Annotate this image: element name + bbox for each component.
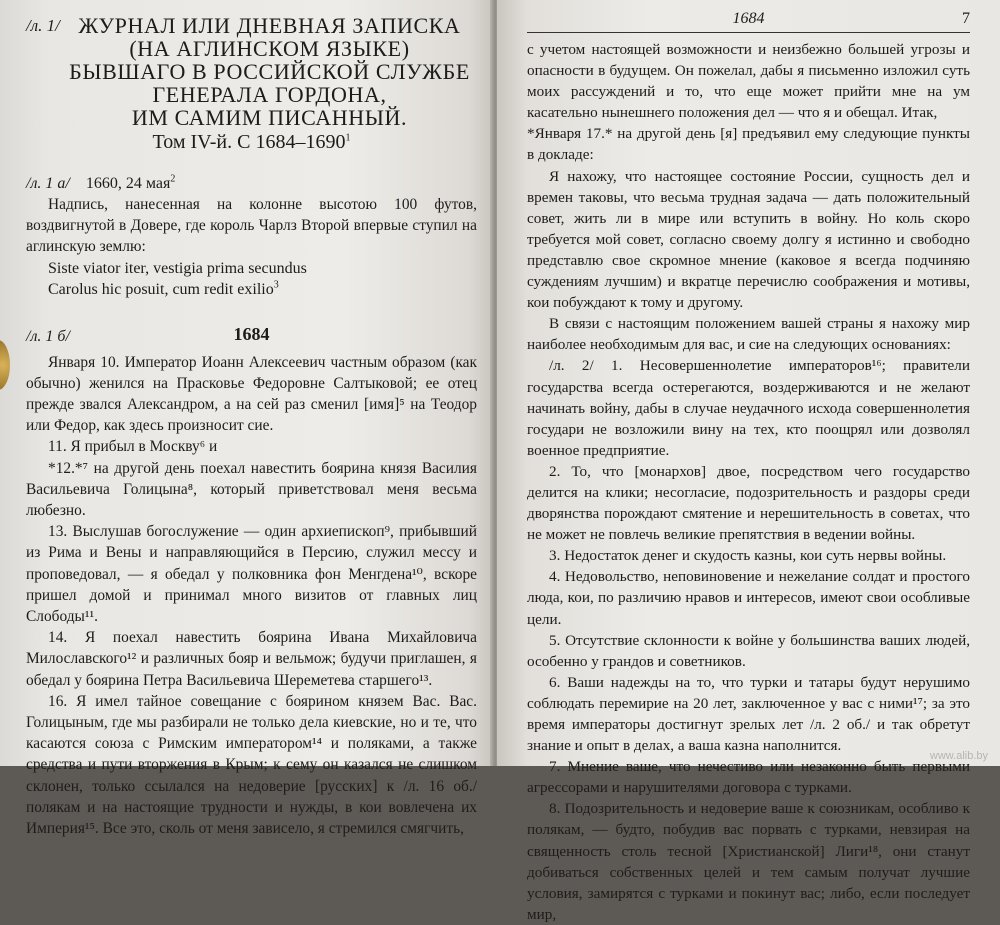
diary-entry: 13. Выслушав богослужение — один архиепископ⁹, прибывший из Рима и Вены и направляющийся в Персию, служил мессу и проповедовал, — я обедал у полковника фон Менгдена¹⁰, вскоре пришел домой и принимал много визитов от главных лиц Слободы¹¹.: [26, 523, 477, 626]
year-title: 1684: [233, 323, 270, 344]
folio-marker: /л. 1 б/: [26, 327, 70, 345]
body-paragraph: Я нахожу, что настоящее состояние России, сущность дел и времен таковы, что весьма трудная задача — дать положительный совет, жить ли в мире или вступить в войну. Но коль скоро требуется мой совет, согласно своему долгу я истинно и свободно представлю свое скромное мнение (каковое я всегда подчиняю суждениям лучшим) и вкратце перечислю соображения и мотивы, кои побуждают к тому и другому.: [527, 167, 970, 312]
left-page: [0, 0, 493, 838]
body-paragraph: /л. 2/ 1. Несовершеннолетие императоров¹⁶; правители государства всегда остерегаются, воздерживаются и не желают начинать войну, дабы в случае неудачного исхода совершеннолетия государи не возложили вину на тех, кто поощрял или дозволял военное предприятие.: [527, 357, 970, 459]
date-text: 1660, 24 мая: [85, 175, 171, 192]
footnote-ref: 2: [170, 173, 176, 185]
right-page: [497, 0, 1000, 923]
diary-entry: Января 10. Император Иоанн Алексеевич частным образом (как обычно) женился на Прасковье Федоровне Салтыковой; ее отец прежде звался Александром, а на сей раз сменил [имя]⁵ на Теодор или Федор, как здесь произносит сие.: [26, 353, 477, 435]
latin-verse-line: Siste viator iter, vestigia prima secundus: [48, 259, 307, 277]
footnote-ref: 1: [345, 132, 351, 144]
footnote-ref: 3: [273, 279, 279, 291]
folio-marker: /л. 1/: [26, 16, 60, 35]
watermark: www.alib.by: [929, 750, 988, 762]
body-paragraph: 6. Ваши надежды на то, что турки и татары будут нерушимо соблюдать перемирие на 20 лет, заключенное у вас с ними¹⁷; за это время императоры достигнут зрелых лет /л. 2 об./ и так обретут знание и опыт в делах, а ваша казна наполнится.: [527, 673, 970, 755]
title-line: ИМ САМИМ ПИСАННЫЙ.: [131, 105, 408, 130]
bookmark-coin: [0, 340, 10, 390]
page-number: 7: [962, 10, 970, 27]
title-line: БЫВШАГО В РОССИЙСКОЙ СЛУЖБЕ: [69, 59, 470, 84]
diary-entry: 16. Я имел тайное совещание с боярином князем Вас. Вас. Голицыным, где мы разбирали не только дела киевские, но и те, что касаются союза с Римским императором¹⁴ и поляками, а также средства и пути вторжения в Крым; к сему он казался не слишком склонен, только ссылался на недоверие [русских] к /л. 16 об./ полякам и на настоящие трудности и нужды, в кои вовлечена их Империя¹⁵. Все это, сколь от меня зависело, я стремился смягчить,: [26, 692, 477, 838]
body-paragraph: 4. Недовольство, неповиновение и нежелание солдат и простого люда, кои, по различию нравов и интересов, имеют свои особливые цели.: [527, 568, 970, 628]
running-head-year: 1684: [732, 10, 765, 27]
latin-verse-text: Carolus hic posuit, cum redit exilio: [48, 280, 274, 298]
body-paragraph: 3. Недостаток денег и скудость казны, кои суть нервы войны.: [549, 547, 947, 565]
folio-marker: /л. 1 а/: [26, 175, 70, 192]
body-paragraph: 7. Мнение ваше, что нечестиво или незаконно быть первыми агрессорами и нарушителями договора с турками.: [527, 758, 970, 797]
diary-entry: 11. Я прибыл в Москву⁶ и: [48, 438, 218, 456]
subtitle-text: Том IV-й. С 1684–1690: [152, 131, 346, 153]
journal-title: [26, 14, 477, 155]
year-heading: [26, 324, 477, 352]
body-paragraph: 2. То, что [монархов] двое, посредством чего государство делится на клики; несогласие, подозрительность и раздоры среди дворянства порождают смятение и нерешительность в советах, что не может не повлечь великие препятствия в ведении войны.: [527, 462, 970, 544]
diary-entries: [26, 352, 477, 840]
title-line: ГЕНЕРАЛА ГОРДОНА,: [152, 82, 387, 107]
volume-subtitle: [26, 129, 477, 155]
latin-verse-line: [48, 279, 477, 300]
date-line: [26, 173, 477, 194]
body-paragraph: *Января 17.* на другой день [я] предъявил ему следующие пункты в докладе:: [527, 125, 970, 164]
body-paragraph: В связи с настоящим положением вашей страны я нахожу мир наиболее необходимым для вас, и сие на следующих основаниях:: [527, 315, 970, 354]
body-paragraph: 8. Подозрительность и недоверие ваше к союзникам, особливо к полякам, — будто, побудив вас порвать с турками, невзирая на священность столь тесной [Христианской] Лиги¹⁸, они станут добиваться собственных целей и тем самым получат лучшие условия, замирятся с турками и покинут вас; либо, если последует мир,: [527, 800, 970, 923]
inscription-paragraph: Надпись, нанесенная на колонне высотою 100 футов, воздвигнутой в Довере, где король Чарлз Второй впервые ступил на аглинскую землю:: [26, 196, 477, 256]
title-line: ЖУРНАЛ ИЛИ ДНЕВНАЯ ЗАПИСКА: [78, 13, 461, 38]
title-lines: [62, 14, 477, 129]
diary-entry: 14. Я поехал навестить боярина Ивана Михайловича Милославского¹² и различных бояр и вельмож; будучи приглашен, я обедал у боярина Петра Васильевича Шереметева старшего¹³.: [26, 629, 477, 689]
title-line: (НА АГЛИНСКОМ ЯЗЫКЕ): [129, 36, 410, 61]
right-paragraphs: [527, 39, 970, 925]
running-head: [527, 10, 970, 33]
body-paragraph: с учетом настоящей возможности и неизбежно большей угрозы и опасности в будущем. Он пожелал, дабы я письменно изложил суть моих рассуждений и то, что еще может прийти мне на ум касательно нынешнего положения дел — что я и обещал. Итак,: [527, 41, 970, 122]
diary-entry: *12.*⁷ на другой день поехал навестить боярина князя Василия Васильевича Голицына⁸, который приветствовал меня весьма любезно.: [26, 459, 477, 520]
body-paragraph: 5. Отсутствие склонности к войне у большинства ваших людей, особенно у грандов и советников.: [527, 631, 970, 670]
